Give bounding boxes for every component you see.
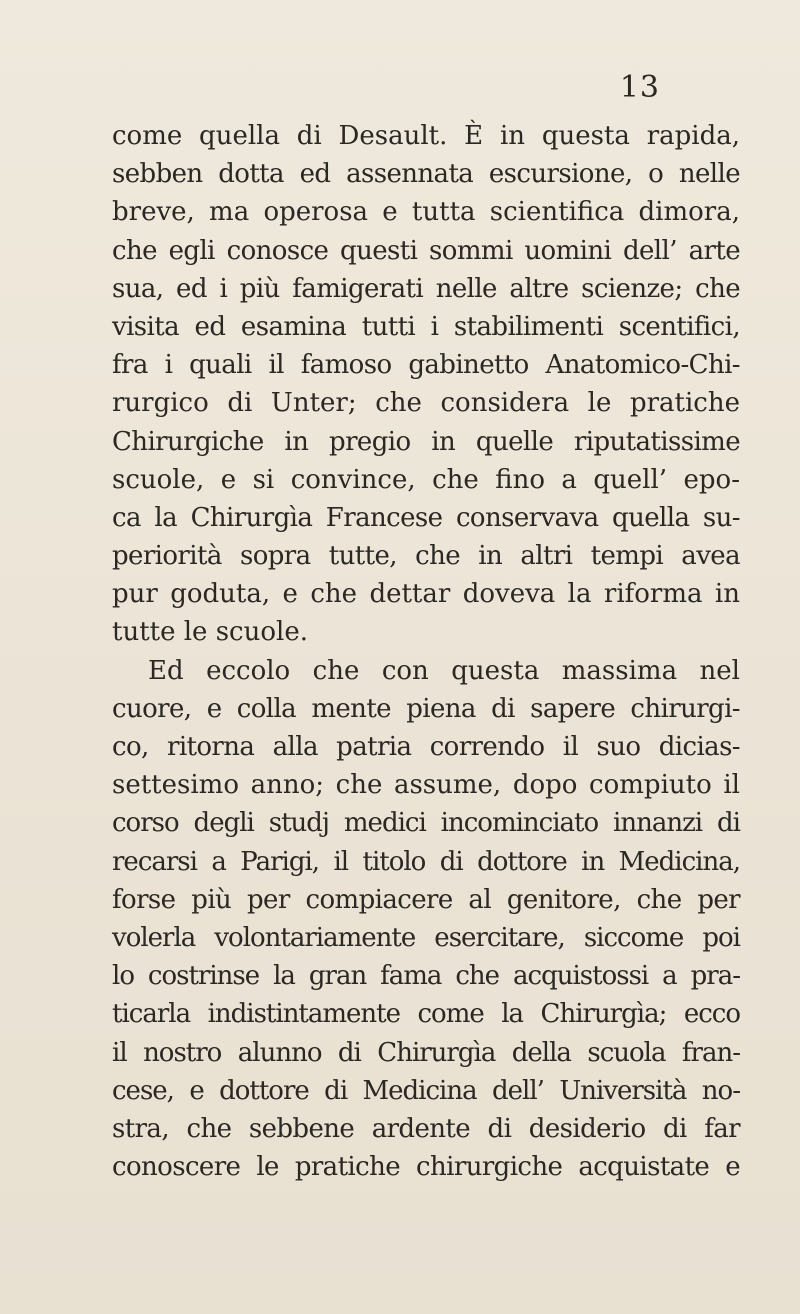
text-line: Chirurgiche in pregio in quelle riputatissime (112, 426, 740, 457)
page-number: 13 (619, 70, 660, 105)
text-line: corso degli studj medici incominciato innanzi di (112, 808, 740, 839)
text-line: come quella di Desault. È in questa rapida, (112, 121, 740, 151)
text-line: pur goduta, e che dettar doveva la riforma in (112, 579, 740, 610)
text-line: stra, che sebbene ardente di desiderio di far (112, 1113, 740, 1144)
text-line: cese, e dottore di Medicina dell’ Università no- (112, 1075, 740, 1106)
text-line: cuore, e colla mente piena di sapere chirurgi- (112, 693, 740, 724)
text-line: conoscere le pratiche chirurgiche acquistate e (112, 1152, 740, 1183)
text-line: lo costrinse la gran fama che acquistossi a pra- (112, 961, 740, 992)
text-line: forse più per compiacere al genitore, che per (112, 884, 740, 915)
text-line: sua, ed i più famigerati nelle altre scienze; che (112, 273, 740, 304)
text-line: settesimo anno; che assume, dopo compiuto il (112, 770, 740, 801)
text-line: co, ritorna alla patria correndo il suo dicias- (112, 732, 740, 762)
text-line: tutte le scuole. (112, 617, 308, 648)
text-line: fra i quali il famoso gabinetto Anatomico-Chi- (112, 350, 740, 381)
text-line: il nostro alunno di Chirurgìa della scuola fran- (112, 1037, 740, 1068)
text-line: scuole, e si convince, che fino a quell’ epo- (112, 464, 740, 495)
text-line: ca la Chirurgìa Francese conservava quella su- (112, 502, 740, 533)
text-line: sebben dotta ed assennata escursione, o nelle (112, 159, 740, 190)
text-line: Ed eccolo che con questa massima nel (148, 655, 740, 686)
text-line: ticarla indistintamente come la Chirurgìa; ecco (112, 999, 740, 1030)
text-line: che egli conosce questi sommi uomini dell’ arte (112, 235, 740, 266)
text-line: recarsi a Parigi, il titolo di dottore in Medicina, (112, 846, 740, 877)
text-line: visita ed esamina tutti i stabilimenti scentifici, (112, 311, 740, 342)
text-line: breve, ma operosa e tutta scientifica dimora, (112, 197, 740, 228)
body-text (112, 117, 740, 1186)
text-line: periorità sopra tutte, che in altri tempi avea (112, 541, 740, 572)
text-line: volerla volontariamente esercitare, siccome poi (112, 922, 740, 953)
text-line: rurgico di Unter; che considera le pratiche (112, 388, 740, 419)
